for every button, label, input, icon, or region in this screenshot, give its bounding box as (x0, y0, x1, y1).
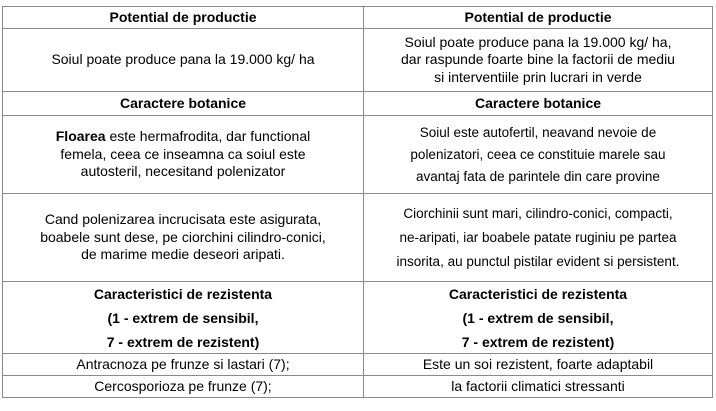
variety-comparison-table (2, 6, 713, 397)
resistance-note-cell-right: Este un soi rezistent, foarte adaptabil (363, 353, 713, 376)
cluster-cell-left: Cand polenizarea incrucisata este asigurata, boabele sunt dese, pe ciorchini cilindro-conici, de marime medie deseori aripati. (2, 193, 364, 282)
header-cell-botanic-right: Caractere botanice (363, 91, 713, 116)
table-row (2, 193, 713, 281)
table-row (2, 375, 713, 397)
table-row (2, 353, 713, 375)
table-row (2, 28, 713, 91)
header-cell-production-right: Potential de productie (363, 6, 713, 29)
production-cell-right: Soiul poate produce pana la 19.000 kg/ ha, dar raspunde foarte bine la factorii de mediu si interventiile prin lucrari in verde (363, 28, 713, 92)
header-cell-resistance-left: Caracteristici de rezistenta (1 - extrem de sensibil, 7 - extrem de rezistent) (2, 281, 364, 354)
table-row (2, 115, 713, 193)
flower-cell-right: Soiul este autofertil, neavand nevoie de polenizatori, ceea ce constituie marele sau avantaj fata de parintele din care provine (363, 115, 713, 194)
table-row (2, 91, 713, 115)
header-cell-resistance-right: Caracteristici de rezistenta (1 - extrem de sensibil, 7 - extrem de rezistent) (363, 281, 713, 354)
cluster-cell-right: Ciorchinii sunt mari, cilindro-conici, compacti, ne-aripati, iar boabele patate ruginiu pe partea insorita, au punctul pistilar evident si persistent. (363, 193, 713, 282)
climate-note-cell-right: la factorii climatici stressanti (363, 375, 713, 398)
header-cell-botanic-left: Caractere botanice (2, 91, 364, 116)
flower-cell-left: Floarea este hermafrodita, dar functional femela, ceea ce inseamna ca soiul este autosteril, necesitand polenizator (2, 115, 364, 194)
anthracnose-cell-left: Antracnoza pe frunze si lastari (7); (2, 353, 364, 376)
production-cell-left: Soiul poate produce pana la 19.000 kg/ ha (2, 28, 364, 92)
table-row (2, 6, 713, 28)
header-cell-production-left: Potential de productie (2, 6, 364, 29)
bold-term-floarea: Floarea (55, 128, 106, 145)
cercosporiosis-cell-left: Cercosporioza pe frunze (7); (2, 375, 364, 398)
table-row (2, 281, 713, 353)
